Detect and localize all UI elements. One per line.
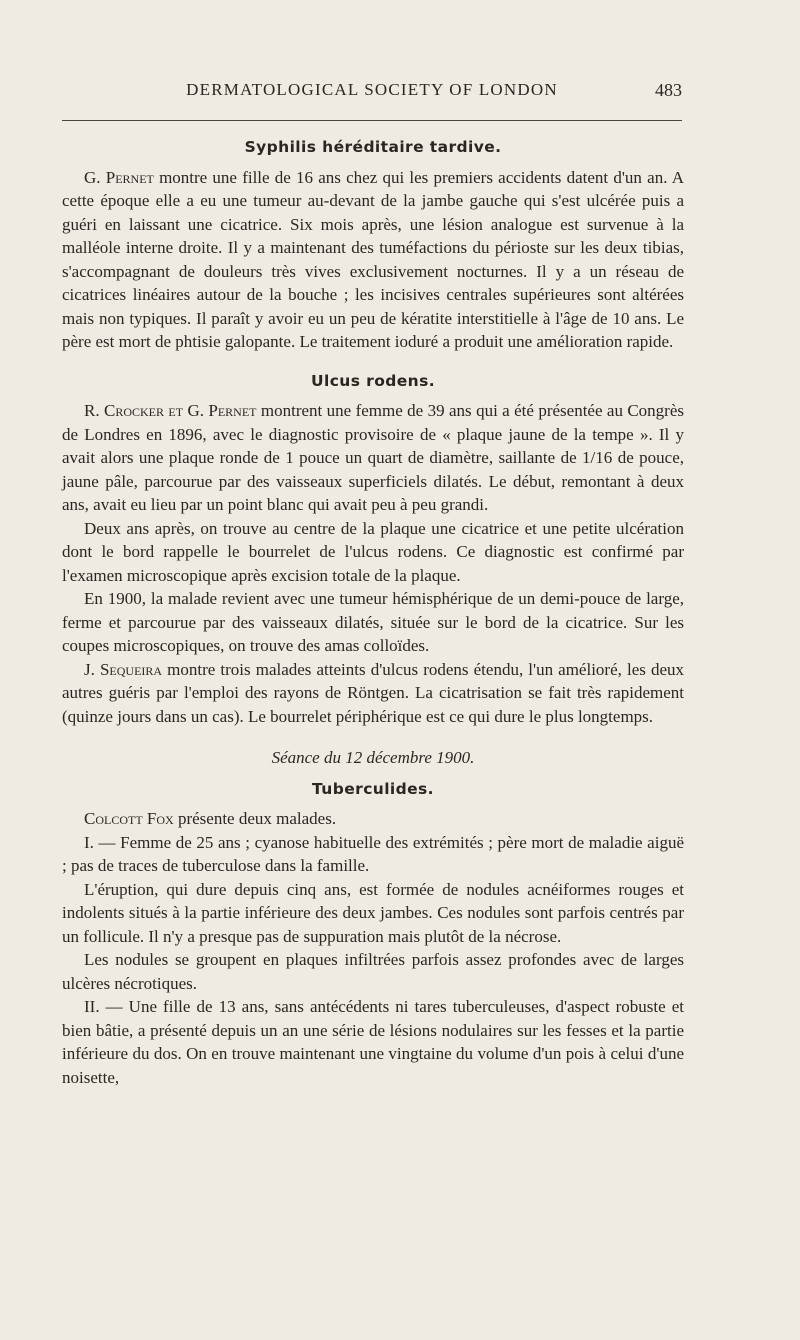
paragraph [62,995,684,1089]
section-gap [62,354,684,366]
section-heading: Tuberculides. [312,779,434,798]
presenter-name: R. Crocker et G. Pernet [84,401,257,420]
paragraph-text: Les nodules se groupent en plaques infiltrées parfois assez profondes avec de larges ulcères nécrotiques. [62,950,684,993]
paragraph [62,831,684,878]
paragraph [62,166,684,354]
presenter-name: J. Sequeira [84,659,163,679]
running-head [62,80,682,110]
paragraph [62,658,684,729]
session-date: Séance du 12 décembre 1900. [271,748,475,767]
paragraph-text: montre trois malades atteints d'ulcus rodens étendu, l'un amélioré, les deux autres guéris par l'emploi des rayons de Röntgen. La cicatrisation se fait très rapidement (quinze jours dans un cas). Le bourrelet périphérique est ce qui dure le plus longtemps. [62,659,684,726]
section-heading: Syphilis héréditaire tardive. [244,138,502,156]
paragraph [62,807,684,831]
section-heading: Ulcus rodens. [311,371,435,390]
page-body [62,132,684,1089]
paragraph-text: En 1900, la malade revient avec une tumeur hémisphérique de un demi-pouce de large, ferme et parcourue par des vaisseaux dilatés, située sur le bord de la cicatrice. Sur les coupes microscopiques, on trouve des amas colloïdes. [62,589,684,655]
paragraph-text: L'éruption, qui dure depuis cinq ans, est formée de nodules acnéiformes rouges et indolents situés à la partie inférieure des deux jambes. Ces nodules sont parfois centrés par un follicule. Il n'y a presque pas de suppuration mais plutôt de la nécrose. [62,879,684,946]
page-number: 483 [655,80,682,100]
paragraph-text: II. — Une fille de 13 ans, sans antécédents ni tares tuberculeuses, d'aspect robuste et bien bâtie, a présenté depuis un an une série de lésions nodulaires sur les fesses et la partie inférieure du dos. On en trouve maintenant une vingtaine du volume d'un pois à celui d'une noisette, [62,997,684,1087]
paragraph-text: présente deux malades. [173,809,337,828]
paragraph [62,587,684,658]
paragraph-text: I. — Femme de 25 ans ; cyanose habituelle des extrémités ; père mort de maladie aiguë ; pas de traces de tuberculose dans la famille. [62,832,684,875]
paragraph-text: montre une fille de 16 ans chez qui les premiers accidents datent d'un an. A cette époque elle a eu une tumeur au-devant de la jambe gauche qui s'est ulcérée puis a guéri en laissant une cicatrice. Six mois après, une lésion analogue est survenue à la malléole interne droite. Il y a maintenant des tuméfactions du périoste sur les deux tibias, s'accompagnant de douleurs très vives exclusivement nocturnes. Il y a un réseau de cicatrices linéaires autour de la bouche ; les incisives centrales supérieures sont altérées mais non typiques. Il paraît y avoir eu un peu de kératite interstitielle à l'âge de 10 ans. Le père est mort de phtisie galopante. Le traitement ioduré a produit une amélioration rapide. [62,167,684,351]
running-title: DERMATOLOGICAL SOCIETY OF LONDON [186,80,558,99]
paragraph-text: Deux ans après, on trouve au centre de la plaque une cicatrice et une petite ulcération dont le bord rappelle le bourrelet de l'ulcus rodens. Ce diagnostic est confirmé par l'examen microscopique après excision totale de la plaque. [62,518,684,585]
paragraph [62,399,684,517]
header-rule [62,120,682,121]
paragraph [62,517,684,588]
paragraph [62,948,684,995]
presenter-name: G. Pernet [84,167,154,187]
paragraph [62,878,684,949]
paragraph-text: montrent une femme de 39 ans qui a été présentée au Congrès de Londres en 1896, avec le diagnostic provisoire de « plaque jaune de la tempe ». Il y avait alors une plaque ronde de 1 pouce un quart de diamètre, saillante de 1/16 de pouce, jaune pâle, parcourue par des vaisseaux superficiels dilatés. Le début, remontant à deux ans, avait eu lieu par un point blanc qui avait peu à peu grandi. [62,401,685,514]
presenter-name: Colcott Fox [84,809,174,828]
